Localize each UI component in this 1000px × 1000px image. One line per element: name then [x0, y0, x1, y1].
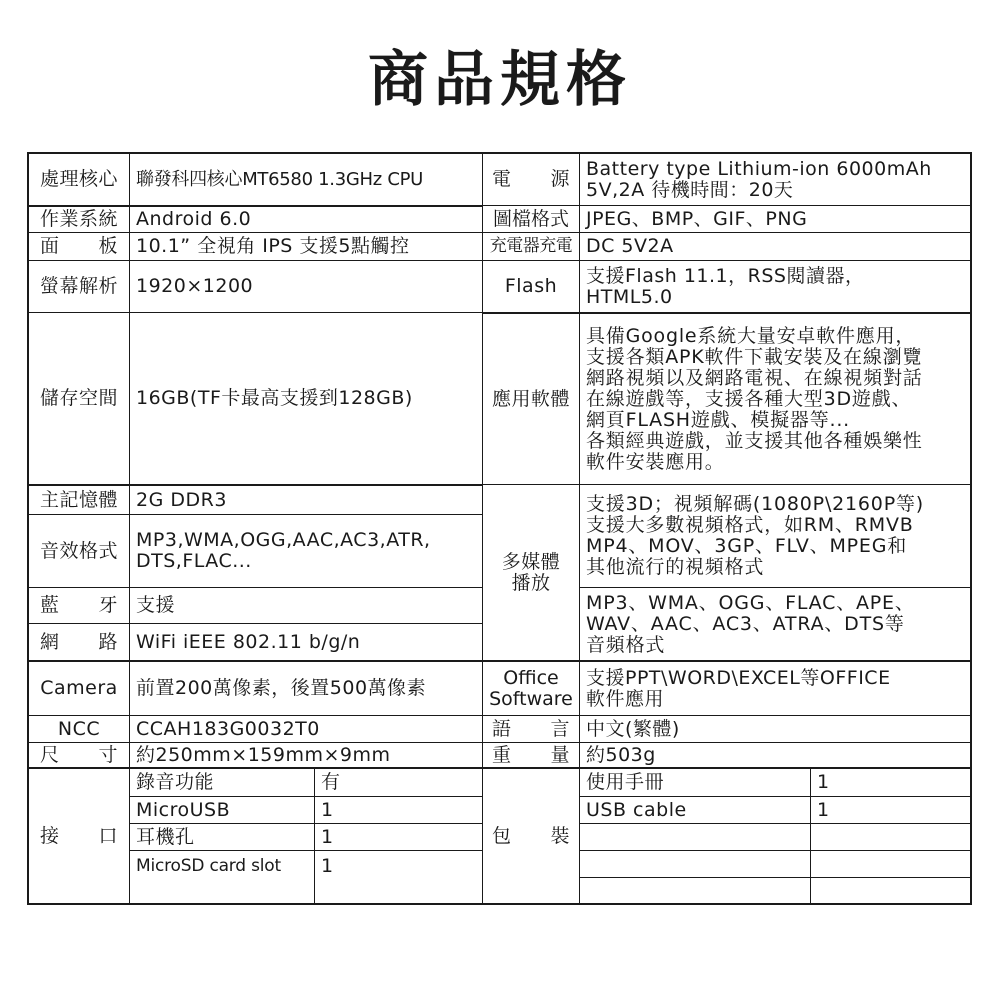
media-audio-line: 音頻格式: [586, 633, 666, 656]
language-value: 中文(繁體): [586, 717, 680, 740]
media-audio-line: WAV、AAC、AC3、ATRA、DTS等: [586, 612, 905, 635]
os-label: 作業系統: [39, 207, 118, 230]
page-title: 商品規格: [368, 45, 632, 115]
camera-value: 前置200萬像素，後置500萬像素: [136, 677, 427, 699]
package-item-qty: [811, 824, 972, 850]
audio-format-line: MP3,WMA,OGG,AAC,AC3,ATR,: [136, 529, 431, 551]
port-name: MicroSD card slot: [136, 855, 281, 876]
power-value: [580, 154, 972, 205]
package-label: 包 裝: [491, 824, 570, 847]
storage-value: 16GB(TF卡最高支援到128GB): [136, 387, 413, 409]
office-label-line: Software: [489, 687, 573, 710]
media-video-line: MP4、MOV、3GP、FLV、MPEG和: [586, 535, 908, 557]
package-item-qty: 1: [817, 771, 830, 793]
ports-label: 接 口: [39, 824, 118, 847]
size-value: 約250mm×159mm×9mm: [136, 743, 391, 766]
apps-line: 各類經典遊戲，並支援其他各種娛樂性: [586, 429, 923, 452]
network-label: 網 路: [39, 630, 118, 653]
office-line: 支援PPT\WORD\EXCEL等OFFICE: [586, 666, 891, 689]
flash-line: HTML5.0: [586, 285, 673, 308]
panel-label: 面 板: [39, 235, 118, 257]
media-audio-line: MP3、WMA、OGG、FLAC、APE、: [586, 591, 915, 614]
apps-line: 網頁FLASH遊戲、模擬器等...: [586, 408, 851, 431]
package-item-name: 使用手冊: [586, 771, 665, 793]
storage-label: 儲存空間: [39, 387, 118, 409]
bluetooth-value: 支援: [136, 594, 176, 616]
bluetooth-label: 藍 牙: [39, 594, 118, 616]
office-value: [580, 662, 972, 715]
cpu-label: 處理核心: [39, 168, 118, 190]
media-video-line: 支援大多數視頻格式，如RM、RMVB: [586, 514, 914, 536]
media-video-value: [580, 485, 972, 587]
audio-format-line: DTS,FLAC...: [136, 550, 252, 572]
apps-line: 軟件安裝應用。: [586, 450, 725, 473]
port-name: 耳機孔: [136, 825, 195, 848]
spec-table: [27, 152, 972, 905]
port-value: 1: [321, 798, 334, 821]
flash-label: Flash: [504, 275, 558, 297]
port-value: 有: [321, 771, 341, 793]
media-label-line: 播放: [511, 571, 551, 594]
power-label: 電 源: [491, 168, 570, 190]
ncc-value: CCAH183G0032T0: [136, 717, 320, 740]
media-label: [483, 485, 579, 660]
flash-line: 支援Flash 11.1，RSS閱讀器，: [586, 264, 865, 287]
resolution-value: 1920×1200: [136, 275, 254, 297]
package-item-name: [580, 878, 810, 903]
os-value: Android 6.0: [136, 207, 252, 230]
power-line: Battery type Lithium-ion 6000mAh: [586, 157, 932, 180]
media-video-line: 其他流行的視頻格式: [586, 556, 765, 578]
office-label: [483, 662, 579, 715]
language-label: 語 言: [491, 717, 570, 740]
network-value: WiFi iEEE 802.11 b/g/n: [136, 630, 361, 653]
flash-value: [580, 261, 972, 312]
apps-value: [580, 314, 972, 484]
ncc-label: NCC: [57, 717, 101, 740]
package-item-name: [580, 824, 810, 850]
apps-label: 應用軟體: [491, 387, 570, 410]
package-item-qty: [811, 878, 972, 903]
weight-value: 約503g: [586, 743, 656, 766]
camera-label: Camera: [40, 677, 118, 699]
apps-line: 網路視頻以及網路電視、在線視頻對話: [586, 366, 923, 389]
power-line: 5V,2A 待機時間：20天: [586, 178, 794, 201]
apps-line: 具備Google系統大量安卓軟件應用，: [586, 324, 916, 347]
cpu-value: 聯發科四核心MT6580 1.3GHz CPU: [136, 169, 424, 190]
audio-format-value: [130, 515, 482, 587]
media-audio-value: [580, 588, 972, 660]
apps-line: 支援各類APK軟件下載安裝及在線瀏覽: [586, 345, 923, 368]
office-label-line: Office: [503, 666, 559, 689]
package-item-qty: [811, 851, 972, 877]
media-video-line: 支援3D；視頻解碼(1080P\2160P等): [586, 493, 924, 515]
image-format-value: JPEG、BMP、GIF、PNG: [586, 207, 808, 230]
audio-format-label: 音效格式: [39, 539, 118, 562]
size-label: 尺 寸: [39, 743, 118, 766]
port-name: MicroUSB: [136, 798, 231, 821]
media-label-line: 多媒體: [501, 550, 561, 573]
image-format-label: 圖檔格式: [492, 207, 569, 230]
ram-value: 2G DDR3: [136, 488, 227, 511]
ram-label: 主記憶體: [39, 488, 118, 511]
weight-label: 重 量: [491, 743, 570, 766]
office-line: 軟件應用: [586, 687, 665, 710]
port-value: 1: [321, 854, 334, 877]
panel-value: 10.1” 全視角 IPS 支援5點觸控: [136, 235, 410, 257]
apps-line: 在線遊戲等，支援各種大型3D遊戲、: [586, 387, 912, 410]
charger-value: DC 5V2A: [586, 235, 674, 257]
package-item-qty: 1: [817, 798, 830, 821]
charger-label: 充電器充電: [489, 236, 573, 256]
package-item-name: [580, 851, 810, 877]
port-value: 1: [321, 825, 334, 848]
resolution-label: 螢幕解析: [39, 275, 118, 297]
package-item-name: USB cable: [586, 798, 687, 821]
port-name: 錄音功能: [136, 771, 215, 793]
